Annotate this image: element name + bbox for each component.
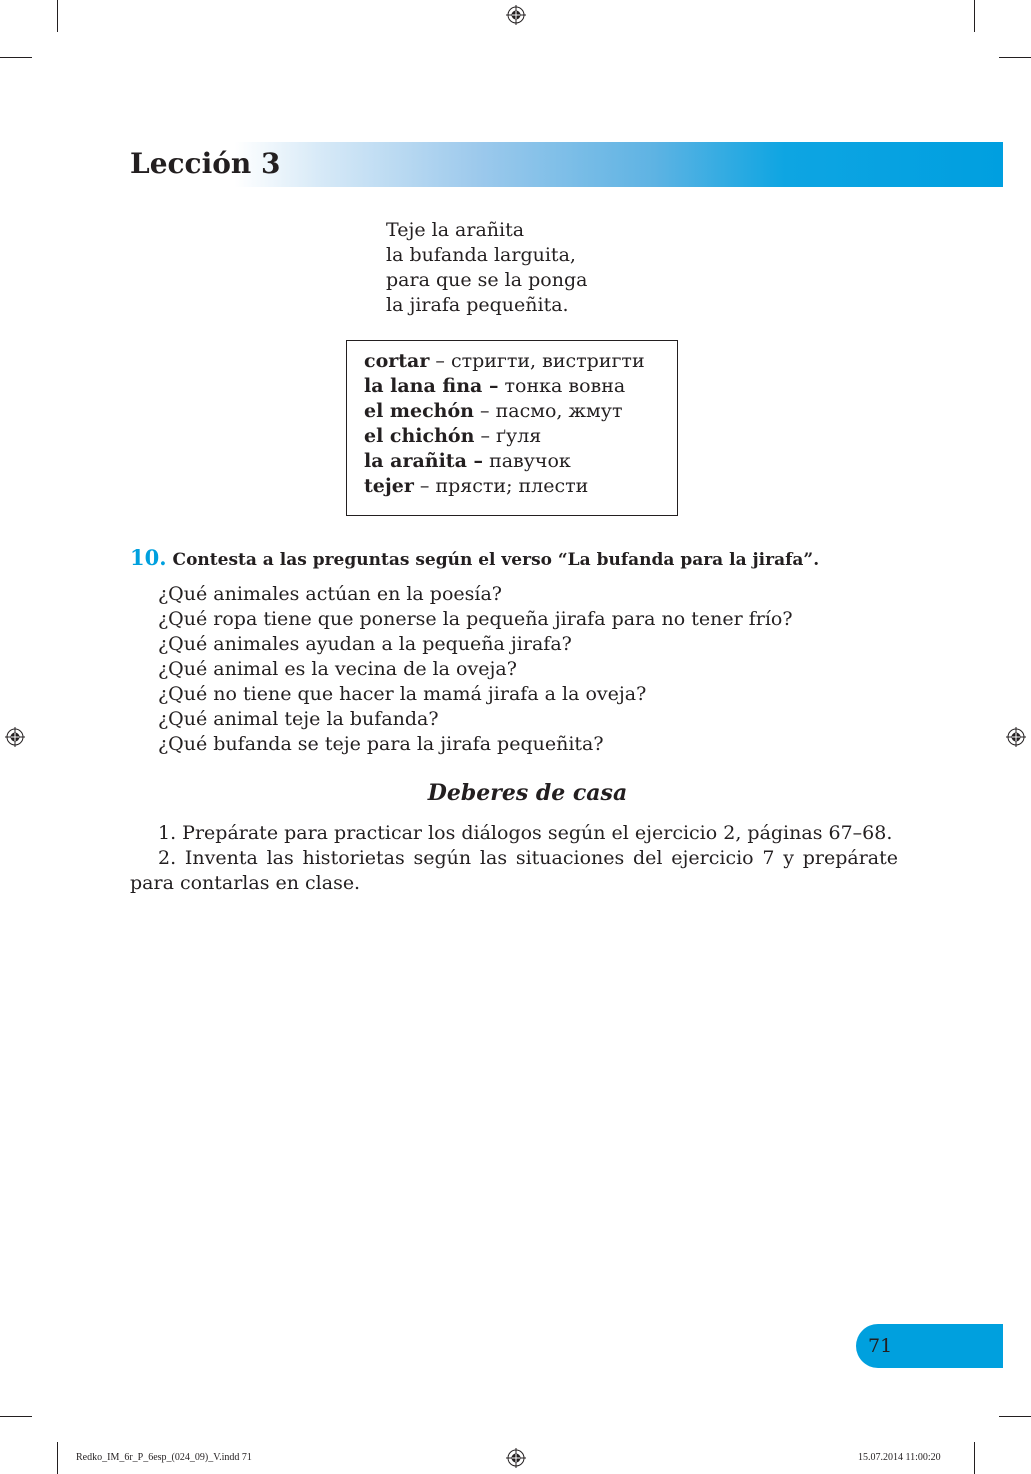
question-item: ¿Qué animales ayudan a la pequeña jirafa? bbox=[158, 633, 572, 655]
poem bbox=[386, 218, 587, 318]
vocabulary-entry bbox=[364, 474, 677, 499]
question-item: ¿Qué animales actúan en la poesía? bbox=[158, 583, 502, 605]
vocabulary-entry bbox=[364, 399, 677, 424]
crop-mark bbox=[0, 57, 32, 58]
question-item: ¿Qué ropa tiene que ponerse la pequeña jirafa para no tener frío? bbox=[158, 608, 793, 630]
vocabulary-term: la lana fina – bbox=[364, 375, 499, 397]
vocabulary-box bbox=[346, 340, 678, 516]
crop-mark bbox=[974, 1442, 975, 1474]
homework-list bbox=[130, 821, 898, 896]
crop-mark bbox=[999, 1416, 1031, 1417]
crop-mark bbox=[57, 1442, 58, 1474]
question-item: ¿Qué bufanda se teje para la jirafa pequeñita? bbox=[158, 733, 604, 755]
vocabulary-term: tejer bbox=[364, 475, 414, 497]
registration-mark-icon bbox=[5, 727, 25, 747]
slug-timestamp: 15.07.2014 11:00:20 bbox=[858, 1452, 941, 1463]
exercise-instruction: Contesta a las preguntas según el verso “La bufanda para la jirafa”. bbox=[172, 550, 820, 570]
vocabulary-translation: ґуля bbox=[496, 425, 542, 447]
slug-filename: Redko_IM_6r_P_6esp_(024_09)_V.indd 71 bbox=[76, 1452, 252, 1463]
vocabulary-separator: – bbox=[429, 350, 451, 372]
homework-item: 1. Prepárate para practicar los diálogos según el ejercicio 2, páginas 67–68. bbox=[158, 822, 893, 844]
homework-item: 2. Inventa las historietas según las situaciones del ejercicio 7 y prepárate para contarlas en clase. bbox=[130, 847, 898, 894]
vocabulary-translation: тонка вовна bbox=[504, 375, 626, 397]
vocabulary-separator: – bbox=[474, 425, 496, 447]
vocabulary-entry bbox=[364, 374, 677, 399]
crop-mark bbox=[57, 0, 58, 32]
vocabulary-separator: – bbox=[413, 475, 436, 497]
poem-line: la jirafa pequeñita. bbox=[386, 294, 569, 316]
crop-mark bbox=[999, 57, 1031, 58]
question-item: ¿Qué animal teje la bufanda? bbox=[158, 708, 439, 730]
homework-title: Deberes de casa bbox=[427, 780, 628, 806]
question-item: ¿Qué no tiene que hacer la mamá jirafa a la oveja? bbox=[158, 683, 647, 705]
vocabulary-term: cortar bbox=[364, 350, 430, 372]
vocabulary-entry bbox=[364, 424, 677, 449]
vocabulary-entry bbox=[364, 349, 677, 374]
poem-line: Teje la arañita bbox=[386, 219, 525, 241]
poem-line: la bufanda larguita, bbox=[386, 244, 576, 266]
question-list bbox=[158, 582, 793, 757]
exercise-number: 10. bbox=[130, 545, 167, 570]
vocabulary-translation: пасмо, жмут bbox=[495, 400, 623, 422]
vocabulary-translation: прясти; плести bbox=[435, 475, 589, 497]
page-number: 71 bbox=[868, 1335, 893, 1357]
vocabulary-term: el mechón bbox=[364, 400, 474, 422]
registration-mark-icon bbox=[506, 1448, 526, 1468]
vocabulary-separator: – bbox=[473, 400, 496, 422]
vocabulary-entry bbox=[364, 449, 677, 474]
poem-line: para que se la ponga bbox=[386, 269, 588, 291]
question-item: ¿Qué animal es la vecina de la oveja? bbox=[158, 658, 517, 680]
vocabulary-term: la arañita – bbox=[364, 450, 484, 472]
crop-mark bbox=[0, 1416, 32, 1417]
registration-mark-icon bbox=[1006, 727, 1026, 747]
crop-mark bbox=[974, 0, 975, 32]
lesson-title: Lección 3 bbox=[130, 147, 281, 180]
registration-mark-icon bbox=[506, 5, 526, 25]
vocabulary-translation: стригти, вистригти bbox=[450, 350, 645, 372]
exercise-heading bbox=[130, 545, 819, 573]
vocabulary-term: el chichón bbox=[364, 425, 475, 447]
vocabulary-translation: павучок bbox=[489, 450, 571, 472]
